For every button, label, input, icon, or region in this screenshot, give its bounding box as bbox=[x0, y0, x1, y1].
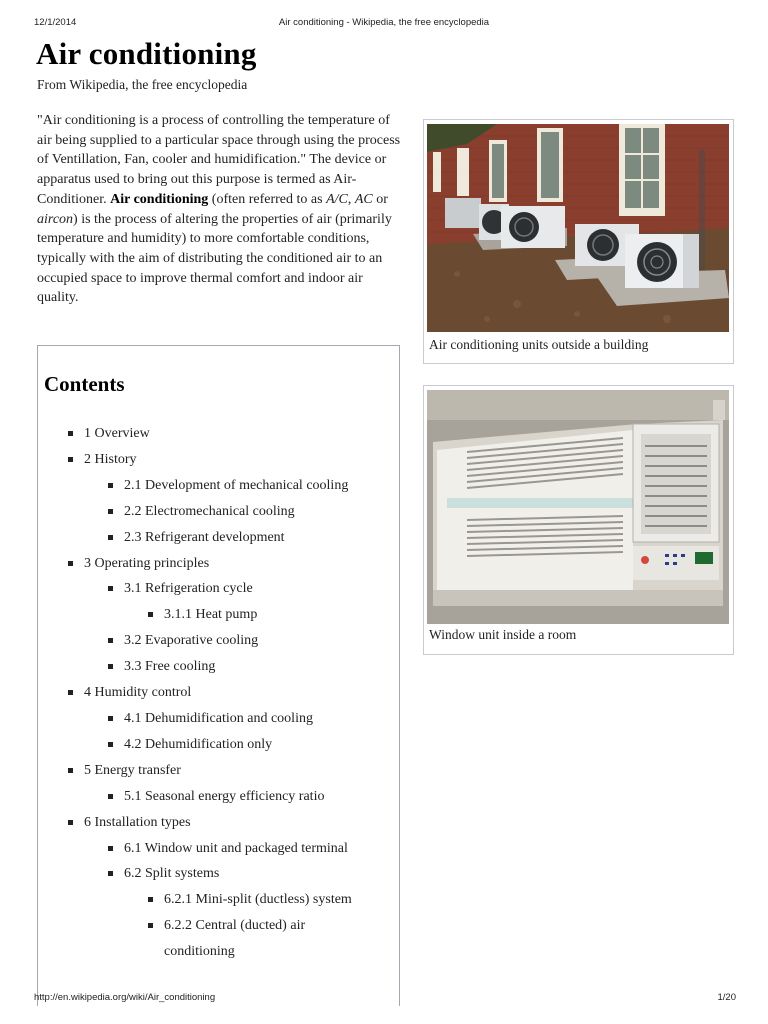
toc-item[interactable]: 6.1 Window unit and packaged terminal bbox=[38, 836, 399, 862]
toc-list bbox=[38, 421, 399, 965]
window-unit-image[interactable] bbox=[427, 390, 729, 624]
print-footer bbox=[0, 992, 768, 1008]
intro-abbr: A/C bbox=[326, 191, 348, 207]
toc-item[interactable]: 2 History bbox=[38, 447, 399, 473]
intro-abbr: aircon bbox=[37, 211, 74, 227]
toc-item[interactable]: 6 Installation types bbox=[38, 810, 399, 836]
toc-item[interactable]: 2.1 Development of mechanical cooling bbox=[38, 473, 399, 499]
toc-item[interactable]: 3.3 Free cooling bbox=[38, 654, 399, 680]
toc-item[interactable]: 6.2.1 Mini-split (ductless) system bbox=[38, 887, 399, 913]
toc-item[interactable]: 6.2.2 Central (ducted) air conditioning bbox=[38, 913, 324, 965]
toc-item[interactable]: 5 Energy transfer bbox=[38, 758, 399, 784]
toc-item[interactable]: 2.2 Electromechanical cooling bbox=[38, 499, 399, 525]
figure-caption: Window unit inside a room bbox=[429, 627, 577, 642]
intro-text: or bbox=[372, 191, 388, 207]
figure-outdoor-units bbox=[423, 119, 734, 364]
toc-item[interactable]: 4 Humidity control bbox=[38, 680, 399, 706]
article-subtitle: From Wikipedia, the free encyclopedia bbox=[37, 77, 248, 92]
outdoor-units-photo bbox=[427, 124, 729, 332]
table-of-contents bbox=[37, 345, 400, 1006]
intro-text: (often referred to as bbox=[208, 191, 327, 207]
intro-text: ) is the process of altering the properties of air (primarily temperature and humidity) to more comfortable conditions, typically with the aim of distributing the conditioned air to an occupied space to improve thermal comfort and indoor air quality. bbox=[37, 211, 392, 306]
page-number: 1/20 bbox=[717, 992, 736, 1003]
toc-item[interactable]: 3.1.1 Heat pump bbox=[38, 602, 399, 628]
toc-item[interactable]: 4.2 Dehumidification only bbox=[38, 732, 399, 758]
toc-item[interactable]: 3.1 Refrigeration cycle bbox=[38, 576, 399, 602]
intro-bold-term: Air conditioning bbox=[110, 191, 209, 207]
toc-item[interactable]: 3 Operating principles bbox=[38, 551, 399, 577]
toc-title: Contents bbox=[44, 372, 125, 396]
outdoor-units-image[interactable] bbox=[427, 124, 729, 332]
toc-item[interactable]: 6.2 Split systems bbox=[38, 861, 399, 887]
toc-item[interactable]: 5.1 Seasonal energy efficiency ratio bbox=[38, 784, 399, 810]
page-url: http://en.wikipedia.org/wiki/Air_conditioning bbox=[34, 992, 216, 1003]
window-unit-photo bbox=[427, 390, 729, 624]
toc-item[interactable]: 1 Overview bbox=[38, 421, 399, 447]
article-title: Air conditioning bbox=[36, 36, 257, 71]
toc-item[interactable]: 4.1 Dehumidification and cooling bbox=[38, 706, 399, 732]
intro-paragraph bbox=[37, 111, 402, 308]
print-date: 12/1/2014 bbox=[34, 17, 77, 28]
intro-text: , bbox=[347, 191, 355, 207]
figure-caption: Air conditioning units outside a building bbox=[429, 337, 649, 352]
print-page-title: Air conditioning - Wikipedia, the free encyclopedia bbox=[278, 17, 490, 28]
figure-window-unit bbox=[423, 385, 734, 655]
intro-text: "Air conditioning is a process of controlling the temperature of air being supplied to a particular space through using the process of Ventillation, Fan, cooler and humidification." The device or apparatus used to bring out this purpose is termed as Air-Conditioner. bbox=[37, 113, 401, 207]
toc-item[interactable]: 3.2 Evaporative cooling bbox=[38, 628, 399, 654]
intro-abbr: AC bbox=[354, 191, 373, 207]
toc-item[interactable]: 2.3 Refrigerant development bbox=[38, 525, 399, 551]
print-header bbox=[0, 17, 768, 33]
